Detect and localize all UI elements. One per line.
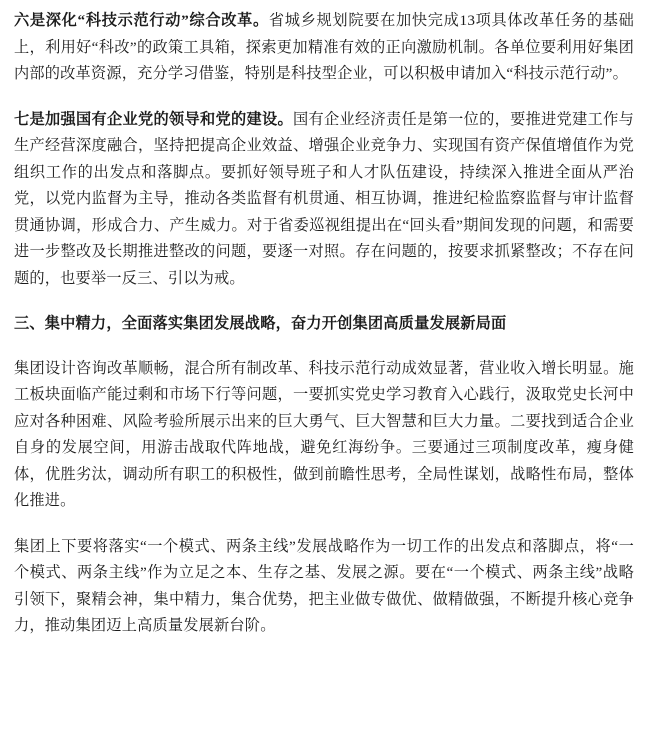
paragraph-seven bbox=[14, 107, 634, 293]
paragraph-seven-text: 国有企业经济责任是第一位的，要推进党建工作与生产经营深度融合，坚持把提高企业效益、增强企业竞争力、实现国有资产保值增值作为党组织工作的出发点和落脚点。要抓好领导班子和人才队伍建设，持续深入推进全面从严治党，以党内监督为主导，推动各类监督有机贯通、相互协调，推进纪检监察监督与审计监督贯通协调，形成合力、产生威力。对于省委巡视组提出在“回头看”期间发现的问题，和需要进一步整改及长期推进整改的问题，要逐一对照。存在问题的，按要求抓紧整改；不存在问题的，也要举一反三、引以为戒。 bbox=[14, 110, 634, 287]
paragraph-strategy-one: 集团设计咨询改革顺畅，混合所有制改革、科技示范行动成效显著，营业收入增长明显。施工板块面临产能过剩和市场下行等问题，一要抓实党史学习教育入心践行，汲取党史长河中应对各种困难、风险考验所展示出来的巨大勇气、巨大智慧和巨大力量。二要找到适合企业自身的发展空间，用游击战取代阵地战，避免红海纷争。三要通过三项制度改革，瘦身健体，优胜劣汰，调动所有职工的积极性，做到前瞻性思考，全局性谋划，战略性布局，整体化推进。 bbox=[14, 359, 634, 509]
paragraph-strategy-two: 集团上下要将落实“一个模式、两条主线”发展战略作为一切工作的出发点和落脚点，将“一个模式、两条主线”作为立足之本、生存之基、发展之源。要在“一个模式、两条主线”战略引领下，聚精会神，集中精力，集合优势，把主业做专做优、做精做强，不断提升核心竞争力，推动集团迈上高质量发展新台阶。 bbox=[14, 537, 634, 634]
paragraph-six-lead: 六是深化“科技示范行动”综合改革。 bbox=[14, 12, 269, 29]
paragraph-six bbox=[14, 8, 634, 88]
section-heading-three: 三、集中精力，全面落实集团发展战略，奋力开创集团高质量发展新局面 bbox=[14, 315, 507, 332]
paragraph-six-text: 省城乡规划院要在加快完成13项具体改革任务的基础上，利用好“科改”的政策工具箱，探索更加精准有效的正向激励机制。各单位要利用好集团内部的改革资源，充分学习借鉴，特别是科技型企业，可以积极申请加入“科技示范行动”。 bbox=[14, 12, 634, 82]
paragraph-seven-lead: 七是加强国有企业党的领导和党的建设。 bbox=[14, 110, 294, 128]
